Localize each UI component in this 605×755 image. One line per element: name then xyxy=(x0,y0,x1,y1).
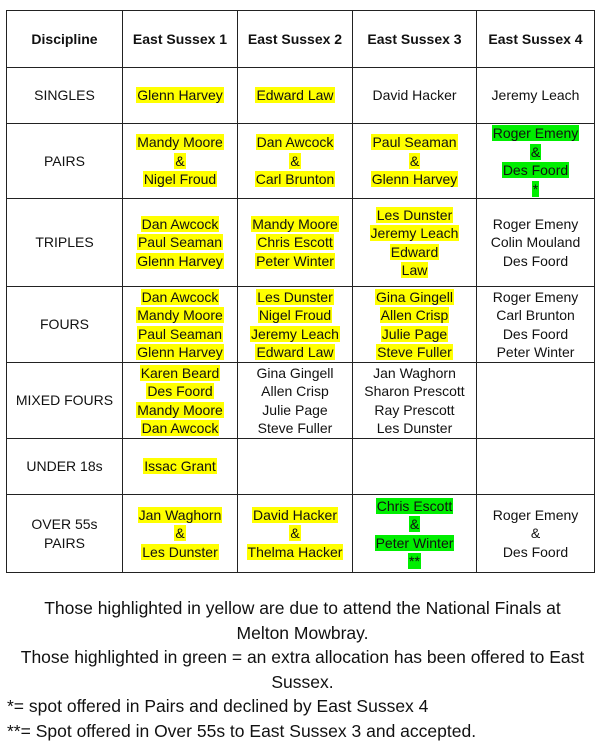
table-body xyxy=(7,68,595,573)
player-name: Carl Brunton xyxy=(255,171,335,188)
player-name: Paul Seaman xyxy=(137,234,223,251)
discipline-cell xyxy=(7,124,123,199)
player-name: Roger Emeny xyxy=(492,506,579,523)
header-east-sussex-3: East Sussex 3 xyxy=(353,11,477,68)
player-name: Roger Emeny xyxy=(492,215,579,232)
player-name: Colin Mouland xyxy=(490,234,581,251)
discipline-label: FOURS xyxy=(40,316,89,333)
finals-table xyxy=(6,10,595,573)
team-cell-east-sussex-1 xyxy=(123,124,238,199)
player-name: Julie Page xyxy=(381,325,448,342)
team-cell-east-sussex-1 xyxy=(123,495,238,573)
table-row xyxy=(7,199,595,287)
player-list xyxy=(136,288,224,362)
table-row xyxy=(7,124,595,199)
team-cell-east-sussex-2 xyxy=(238,199,353,287)
player-list xyxy=(256,364,333,438)
player-name: & xyxy=(409,152,420,169)
discipline-cell xyxy=(7,199,123,287)
player-list xyxy=(375,497,455,571)
discipline-label: TRIPLES xyxy=(35,234,94,251)
player-name: Edward Law xyxy=(256,87,334,104)
team-cell-east-sussex-2 xyxy=(238,287,353,363)
discipline-label: MIXED FOURS xyxy=(15,392,114,409)
player-name: Peter Winter xyxy=(496,344,575,360)
team-cell-east-sussex-4 xyxy=(477,363,595,439)
player-name: Jan Waghorn xyxy=(138,506,222,523)
header-discipline: Discipline xyxy=(7,11,123,68)
player-name: Des Foord xyxy=(147,383,213,399)
player-name: Karen Beard xyxy=(140,364,220,381)
player-list xyxy=(247,506,344,562)
player-name: Carl Brunton xyxy=(496,307,575,323)
team-cell-east-sussex-2 xyxy=(238,495,353,573)
player-name: Glenn Harvey xyxy=(137,87,223,104)
player-name: * xyxy=(532,180,539,197)
header-row xyxy=(7,11,595,68)
player-list xyxy=(136,215,224,271)
player-name: Des Foord xyxy=(502,162,569,178)
player-name: Thelma Hacker xyxy=(247,543,343,560)
player-list xyxy=(136,133,224,189)
double-star-note: **= Spot offered in Over 55s to East Sussex 3 and accepted. xyxy=(7,720,477,741)
player-list xyxy=(375,288,454,362)
green-highlight-note: Those highlighted in green = an extra allocation has been offered to East Sussex. xyxy=(20,647,585,692)
player-list xyxy=(372,86,456,105)
player-list xyxy=(493,506,579,562)
player-name: Jeremy Leach xyxy=(251,325,339,342)
player-name: ** xyxy=(409,553,420,569)
discipline-cell xyxy=(7,363,123,439)
player-name: Glenn Harvey xyxy=(137,252,223,269)
player-list xyxy=(251,215,339,271)
player-name: Issac Grant xyxy=(144,458,216,475)
header-east-sussex-4: East Sussex 4 xyxy=(477,11,595,68)
table-row xyxy=(7,363,595,439)
player-name: Gina Gingell xyxy=(256,364,334,381)
team-cell-east-sussex-3 xyxy=(353,199,477,287)
team-cell-east-sussex-1 xyxy=(123,199,238,287)
player-name: & xyxy=(290,525,300,542)
player-name: Roger Emeny xyxy=(492,125,579,141)
discipline-cell xyxy=(7,287,123,363)
team-cell-east-sussex-3 xyxy=(353,68,477,124)
player-name: Edward xyxy=(390,243,439,260)
player-name: Jeremy Leach xyxy=(491,87,580,104)
player-name: Sharon Prescott xyxy=(364,383,465,399)
player-name: Glenn Harvey xyxy=(137,344,223,360)
notes xyxy=(0,596,605,743)
player-name: Nigel Froud xyxy=(143,171,217,188)
player-name: Chris Escott xyxy=(257,234,333,251)
discipline-cell xyxy=(7,68,123,124)
team-cell-east-sussex-3 xyxy=(353,363,477,439)
team-cell-east-sussex-4 xyxy=(477,495,595,573)
player-name: & xyxy=(530,143,541,160)
player-list xyxy=(491,215,581,271)
player-name: Steve Fuller xyxy=(377,344,452,360)
player-list xyxy=(136,86,224,105)
team-cell-east-sussex-4 xyxy=(477,287,595,363)
discipline-cell xyxy=(7,495,123,573)
team-cell-east-sussex-3 xyxy=(353,287,477,363)
player-name: David Hacker xyxy=(372,87,457,104)
table-row xyxy=(7,68,595,124)
player-name: Edward Law xyxy=(256,344,334,360)
discipline-label: PAIRS xyxy=(44,152,85,169)
player-list xyxy=(493,288,579,362)
player-name: Law xyxy=(401,262,428,278)
team-cell-east-sussex-1 xyxy=(123,363,238,439)
player-name: Julie Page xyxy=(262,401,328,418)
player-name: Les Dunster xyxy=(142,543,218,560)
team-cell-east-sussex-2 xyxy=(238,124,353,199)
player-name: Steve Fuller xyxy=(257,420,333,436)
player-name: Glenn Harvey xyxy=(371,171,458,188)
table-row xyxy=(7,439,595,495)
team-cell-east-sussex-1 xyxy=(123,68,238,124)
single-star-note: *= spot offered in Pairs and declined by East Sussex 4 xyxy=(7,696,429,716)
player-name: Jan Waghorn xyxy=(373,364,456,381)
team-cell-east-sussex-3 xyxy=(353,439,477,495)
player-name: Les Dunster xyxy=(376,420,453,436)
discipline-label: OVER 55s xyxy=(31,516,98,532)
player-name: Paul Seaman xyxy=(137,325,223,342)
player-name: Chris Escott xyxy=(376,497,453,514)
team-cell-east-sussex-3 xyxy=(353,124,477,199)
team-cell-east-sussex-2 xyxy=(238,363,353,439)
discipline-label: SINGLES xyxy=(34,87,95,104)
table-row xyxy=(7,287,595,363)
team-cell-east-sussex-3 xyxy=(353,495,477,573)
player-list xyxy=(371,133,459,189)
discipline-cell xyxy=(7,439,123,495)
player-name: Peter Winter xyxy=(375,534,454,551)
player-name: Mandy Moore xyxy=(137,134,223,151)
player-list xyxy=(255,86,334,105)
player-name: Paul Seaman xyxy=(372,134,457,151)
player-name: & xyxy=(175,152,185,169)
team-cell-east-sussex-1 xyxy=(123,439,238,495)
player-name: Allen Crisp xyxy=(261,383,329,399)
table-row xyxy=(7,495,595,573)
player-name: & xyxy=(409,516,420,532)
player-list xyxy=(143,457,217,476)
player-name: Mandy Moore xyxy=(137,307,223,323)
player-name: Gina Gingell xyxy=(375,288,454,305)
team-cell-east-sussex-4 xyxy=(477,124,595,199)
team-cell-east-sussex-2 xyxy=(238,439,353,495)
player-list xyxy=(255,133,336,189)
discipline-label: PAIRS xyxy=(44,534,85,551)
player-name: Ray Prescott xyxy=(374,401,455,418)
player-name: Dan Awcock xyxy=(141,420,219,436)
player-name: Des Foord xyxy=(502,543,569,560)
player-name: Nigel Froud xyxy=(258,307,332,323)
player-name: Roger Emeny xyxy=(492,288,579,305)
player-name: Dan Awcock xyxy=(141,215,219,232)
player-list xyxy=(370,206,460,280)
player-name: Peter Winter xyxy=(256,252,334,269)
player-list xyxy=(492,124,580,198)
header-east-sussex-2: East Sussex 2 xyxy=(238,11,353,68)
player-list xyxy=(250,288,340,362)
player-name: & xyxy=(530,525,541,542)
team-cell-east-sussex-4 xyxy=(477,199,595,287)
team-cell-east-sussex-2 xyxy=(238,68,353,124)
player-name: Dan Awcock xyxy=(256,134,334,151)
player-name: David Hacker xyxy=(252,506,337,523)
player-list xyxy=(492,86,580,105)
player-name: Des Foord xyxy=(502,325,569,342)
player-name: Allen Crisp xyxy=(380,307,449,323)
player-name: Des Foord xyxy=(502,252,569,269)
player-name: Mandy Moore xyxy=(252,215,338,232)
player-list xyxy=(138,506,223,562)
player-name: Jeremy Leach xyxy=(370,225,459,241)
team-cell-east-sussex-1 xyxy=(123,287,238,363)
yellow-highlight-note: Those highlighted in yellow are due to attend the National Finals at Melton Mowbray. xyxy=(44,598,561,643)
player-name: Dan Awcock xyxy=(141,288,219,305)
team-cell-east-sussex-4 xyxy=(477,439,595,495)
player-list xyxy=(364,364,464,438)
player-name: Les Dunster xyxy=(257,288,333,305)
discipline-label: UNDER 18s xyxy=(26,458,103,475)
player-list xyxy=(136,364,224,438)
player-name: & xyxy=(290,152,300,169)
player-name: Mandy Moore xyxy=(137,401,223,418)
header-east-sussex-1: East Sussex 1 xyxy=(123,11,238,68)
player-name: Les Dunster xyxy=(376,206,453,223)
team-cell-east-sussex-4 xyxy=(477,68,595,124)
player-name: & xyxy=(175,525,185,542)
